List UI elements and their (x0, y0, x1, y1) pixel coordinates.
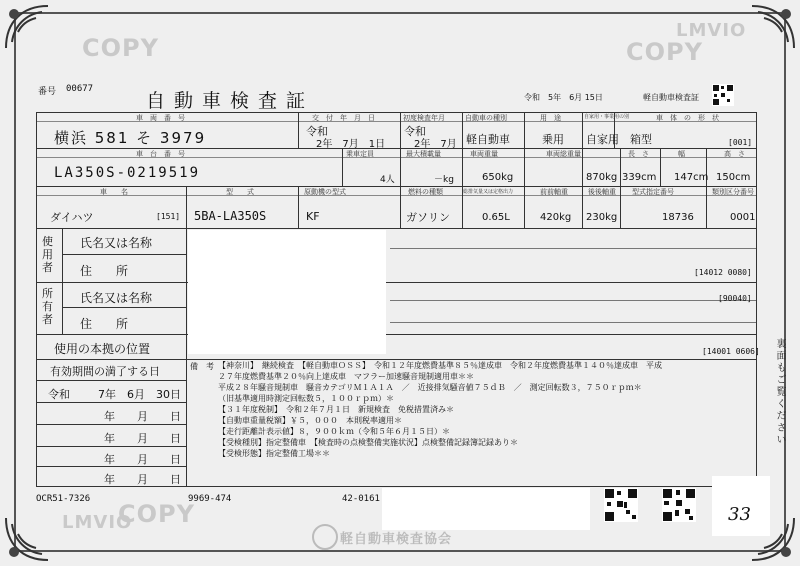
redacted-personal-info (188, 230, 386, 354)
copy-watermark: COPY (118, 500, 195, 528)
displacement: 0.65L (482, 212, 510, 223)
issue-ymd: 2年 7月 1日 (316, 139, 386, 150)
chassis-number: LA350S-0219519 (54, 165, 201, 181)
body-code: [001] (728, 138, 753, 147)
issuer-logo-icon (312, 524, 338, 550)
handwritten-number: 33 (728, 504, 751, 525)
ornament-corner-icon (2, 2, 52, 52)
first-registration-era: 令和 (404, 125, 426, 138)
rear-axle-weight: 230kg (586, 212, 618, 223)
height-label: 高 さ (724, 150, 745, 158)
expiry-blank-row: 年 月 日 (104, 453, 181, 466)
height: 150cm (716, 172, 751, 183)
fuel-type: ガソリン (406, 211, 450, 224)
base-code: [14001 0606] (702, 347, 760, 356)
base-location-label: 使用の本拠の位置 (54, 342, 151, 356)
private-commercial-label: 自家用・事業用の別 (584, 114, 630, 120)
remarks-label: 備 考 (190, 362, 214, 371)
user-group-label: 使用者 (42, 235, 53, 274)
expiry-era: 令和 (48, 388, 70, 401)
model-label: 型 式 (226, 188, 254, 196)
document-title: 自動車検査証 (146, 90, 315, 112)
issuer-name: 軽自動車検査協会 (340, 532, 453, 547)
type-number-label: 型式指定番号 (632, 188, 674, 196)
vehicle-weight: 650kg (482, 172, 514, 183)
registration-number: 横浜 581 そ 3979 (54, 129, 207, 147)
remarks-line: 平成２８年騒音規制車 騒音カテゴリＭ１Ａ１Ａ ／ 近接排気騒音値７５ｄＢ ／ 測定回転数３，７５０ｒｐｍ＊ (218, 383, 642, 392)
user-code: [14012 0080] (694, 268, 752, 277)
remarks-line: 【受検形態】指定整備工場＊＊ (218, 449, 330, 458)
use-label: 用 途 (540, 114, 561, 122)
ornament-corner-icon (748, 2, 798, 52)
issue-date-label: 交 付 年 月 日 (312, 114, 375, 122)
width-label: 幅 (678, 150, 685, 158)
owner-code: [90040] (718, 294, 752, 303)
copy-watermark: COPY (82, 34, 159, 62)
remarks-line: ２７年度燃費基準２０％向上達成車 マフラー加速騒音規制適用車＊＊ (218, 372, 474, 381)
gross-weight-label: 車両総重量 (546, 150, 581, 158)
width: 147cm (674, 172, 709, 183)
length: 339cm (622, 172, 657, 183)
owner-group-label: 所有者 (42, 287, 53, 326)
capacity: 4人 (380, 175, 395, 185)
vehicle-use: 乗用 (542, 133, 564, 146)
class-number: 0001 (730, 212, 756, 223)
vehicle-weight-label: 車両重量 (470, 150, 498, 158)
first-registration-ym: 2年 7月 (414, 139, 457, 150)
chassis-number-label: 車 台 番 号 (136, 150, 185, 158)
remarks-line: 【自動車重量税額】￥５，０００ 本則税率適用＊ (218, 416, 402, 425)
lmvio-watermark: LMVIO (62, 512, 133, 533)
max-load: －kg (434, 175, 454, 185)
vehicle-kind: 軽自動車 (466, 133, 510, 146)
expiry-blank-row: 年 月 日 (104, 410, 181, 423)
vehicle-kind-label: 自動車の種別 (465, 114, 507, 122)
user-address-label: 住 所 (80, 264, 129, 278)
class-number-label: 類別区分番号 (712, 188, 754, 196)
type-designation-number: 18736 (662, 212, 694, 223)
expiry-blank-row: 年 月 日 (104, 473, 181, 486)
issue-date: 令和 5年 6月 15日 (524, 93, 603, 102)
fuel-type-label: 燃料の種類 (408, 188, 443, 196)
engine-type: KF (306, 210, 320, 223)
displacement-label: 総排気量又は定格出力 (463, 189, 514, 195)
certificate-type: 軽自動車検査証 (643, 93, 699, 102)
model: 5BA-LA350S (194, 209, 267, 223)
owner-name-label: 氏名又は名称 (80, 291, 153, 305)
remarks-line: 【神奈川】 継続検査 【軽自動車ＯＳＳ】 令和１２年度燃費基準８５％達成車 令和２年度燃費基準１４０％達成車 平成 (218, 361, 662, 370)
qr-code-icon (712, 84, 734, 106)
gross-weight: 870kg (586, 172, 618, 183)
max-load-label: 最大積載量 (406, 150, 441, 158)
rear-axle-label: 後後軸重 (588, 188, 616, 196)
engine-type-label: 原動機の型式 (304, 188, 346, 196)
first-registration-label: 初度検査年月 (403, 114, 445, 122)
remarks-line: 【走行距離計表示値】８，９００ｋｍ（令和５年６月１５日）＊ (218, 427, 450, 436)
expiry-blank-row: 年 月 日 (104, 432, 181, 445)
body-shape-label: 車 体 の 形 状 (656, 114, 719, 122)
front-axle-weight: 420kg (540, 212, 572, 223)
footer-code-3: 42-0161 (342, 494, 380, 504)
reg-number-label: 車 両 番 号 (136, 114, 185, 122)
remarks-line: 【３１年度税制】 令和２年７月１日 新規検査 免税措置済み＊ (218, 405, 454, 414)
redacted-footer (382, 488, 590, 530)
length-label: 長 さ (628, 150, 649, 158)
maker-label: 車 名 (100, 188, 128, 196)
expiry-label: 有効期間の満了する日 (50, 365, 160, 378)
qr-code-icon (604, 488, 638, 522)
front-axle-label: 前前軸重 (540, 188, 568, 196)
capacity-label: 乗車定員 (346, 150, 374, 158)
owner-address-label: 住 所 (80, 317, 129, 331)
ornament-corner-icon (2, 514, 52, 564)
expiry-date: 7年 6月 30日 (98, 388, 181, 401)
issue-era: 令和 (306, 125, 328, 138)
ocr-code: OCR51-7326 (36, 494, 91, 504)
user-name-label: 氏名又は名称 (80, 236, 153, 250)
maker: ダイハツ (50, 211, 94, 224)
doc-number-label: 番号 (38, 87, 57, 97)
qr-code-icon (662, 488, 696, 522)
maker-code: [151] (156, 212, 181, 221)
copy-watermark: COPY (626, 38, 703, 66)
private-use: 自家用 (586, 133, 619, 146)
remarks-line: 【受検種別】指定整備車 【検査時の点検整備実施状況】点検整備記録簿記録あり＊ (218, 438, 518, 447)
lmvio-watermark: LMVIO (676, 20, 747, 41)
doc-number: 00677 (66, 84, 94, 94)
footer-code-2: 9969-474 (188, 494, 232, 504)
side-note: 裏面もご覧ください (774, 338, 785, 446)
body-shape: 箱型 (630, 133, 652, 146)
remarks-line: （旧基準適用時測定回転数５，１００ｒｐｍ）＊ (218, 394, 394, 403)
